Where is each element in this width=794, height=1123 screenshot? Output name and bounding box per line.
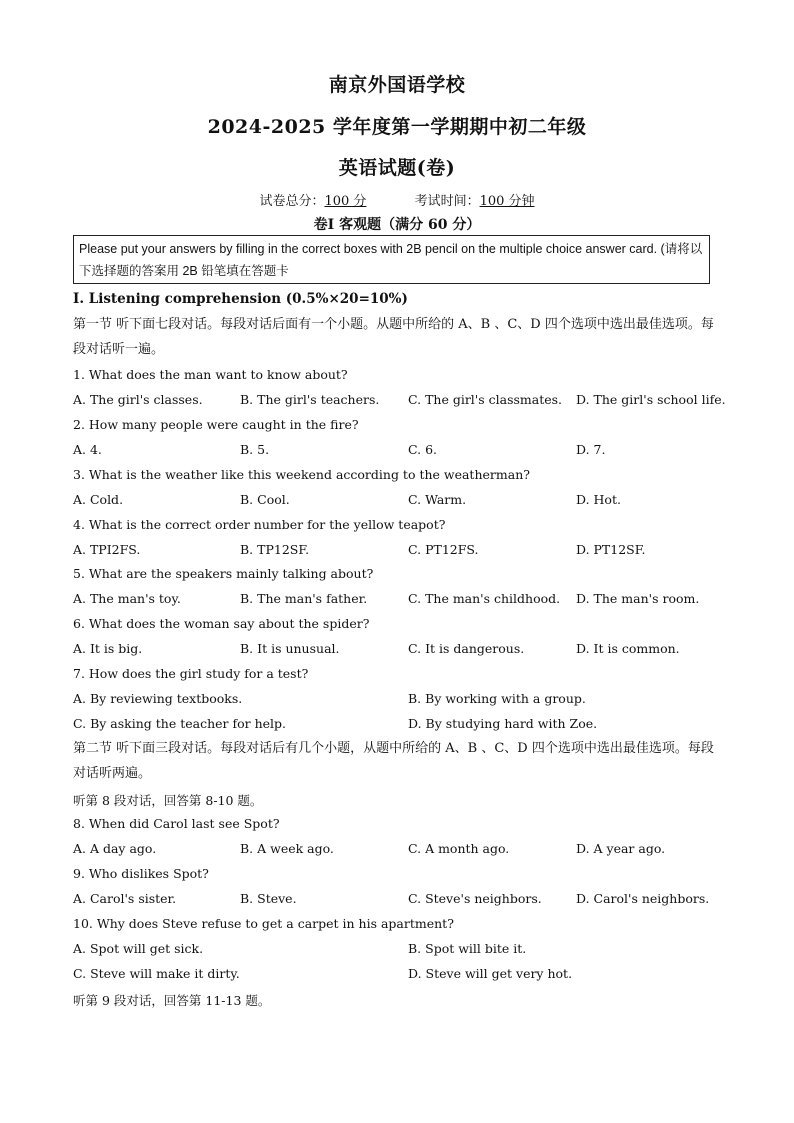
- total-score: [259, 190, 366, 209]
- volume-heading: 卷Ⅰ 客观题（满分 60 分）: [313, 217, 481, 233]
- q5-option-d: D. The man's room.: [576, 591, 700, 606]
- q5-option-c: C. The man's childhood.: [408, 591, 561, 606]
- q9-option-c: C. Steve's neighbors.: [408, 891, 542, 906]
- q5-option-a: A. The man's toy.: [73, 591, 181, 606]
- q4-option-d: D. PT12SF.: [576, 542, 646, 557]
- q10-option-b: B. Spot will bite it.: [408, 941, 527, 956]
- q4-option-a: A. TPI2FS.: [73, 542, 141, 557]
- q9-option-a: A. Carol's sister.: [73, 891, 177, 906]
- dialog8-instruction: 听第 8 段对话，回答第 8-10 题。: [73, 793, 263, 808]
- score-value: 100 分: [324, 194, 367, 209]
- q3-option-d: D. Hot.: [576, 492, 621, 507]
- question-9: 9. Who dislikes Spot?: [73, 866, 209, 881]
- q7-option-c: C. By asking the teacher for help.: [73, 716, 286, 731]
- q10-option-a: A. Spot will get sick.: [73, 941, 204, 956]
- exam-time: [415, 190, 535, 209]
- q10-option-c: C. Steve will make it dirty.: [73, 966, 240, 981]
- q3-option-b: B. Cool.: [240, 492, 290, 507]
- exam-meta: [0, 190, 794, 209]
- q6-option-c: C. It is dangerous.: [408, 641, 525, 656]
- q3-option-a: A. Cold.: [73, 492, 124, 507]
- q6-option-b: B. It is unusual.: [240, 641, 340, 656]
- q7-option-b: B. By working with a group.: [408, 691, 586, 706]
- q2-option-c: C. 6.: [408, 442, 437, 457]
- q9-option-b: B. Steve.: [240, 891, 297, 906]
- score-label: 试卷总分：: [259, 194, 325, 209]
- q1-option-d: D. The girl's school life.: [576, 392, 726, 407]
- q6-option-d: D. It is common.: [576, 641, 680, 656]
- q6-option-a: A. It is big.: [73, 641, 143, 656]
- q2-option-d: D. 7.: [576, 442, 606, 457]
- q10-option-d: D. Steve will get very hot.: [408, 966, 573, 981]
- q1-option-a: A. The girl's classes.: [73, 392, 203, 407]
- question-7: 7. How does the girl study for a test?: [73, 666, 309, 681]
- q4-option-c: C. PT12FS.: [408, 542, 479, 557]
- question-3: 3. What is the weather like this weekend according to the weatherman?: [73, 467, 530, 482]
- q8-option-a: A. A day ago.: [73, 841, 157, 856]
- dialog9-instruction: 听第 9 段对话，回答第 11-13 题。: [73, 993, 271, 1008]
- time-label: 考试时间：: [414, 194, 480, 209]
- question-8: 8. When did Carol last see Spot?: [73, 816, 280, 831]
- q8-option-d: D. A year ago.: [576, 841, 666, 856]
- q1-option-c: C. The girl's classmates.: [408, 392, 563, 407]
- instruction-box: Please put your answers by filling in the correct boxes with 2B pencil on the multiple choice answer card. (请将以下选择题的答案用 2B 铅笔填在答题卡: [73, 235, 710, 284]
- q8-option-c: C. A month ago.: [408, 841, 510, 856]
- section-heading: Ⅰ. Listening comprehension (0.5%×20=10%): [73, 291, 408, 307]
- exam-title: 2024-2025 学年度第一学期期中初二年级: [207, 116, 587, 138]
- subject-title: 英语试题(卷): [338, 157, 456, 179]
- question-4: 4. What is the correct order number for the yellow teapot?: [73, 517, 446, 532]
- q1-option-b: B. The girl's teachers.: [240, 392, 380, 407]
- q3-option-c: C. Warm.: [408, 492, 467, 507]
- q2-option-b: B. 5.: [240, 442, 270, 457]
- question-2: 2. How many people were caught in the fire?: [73, 417, 359, 432]
- q4-option-b: B. TP12SF.: [240, 542, 310, 557]
- q7-option-a: A. By reviewing textbooks.: [73, 691, 243, 706]
- time-value: 100 分钟: [479, 194, 535, 209]
- q8-option-b: B. A week ago.: [240, 841, 334, 856]
- part2-instruction: 第二节 听下面三段对话。每段对话后有几个小题，从题中所给的 A、B 、C、D 四个选项中选出最佳选项。每段对话听两遍。: [73, 741, 714, 781]
- part1-instruction: 第一节 听下面七段对话。每段对话后面有一个小题。从题中所给的 A、B 、C、D 四个选项中选出最佳选项。每段对话听一遍。: [73, 317, 714, 357]
- q2-option-a: A. 4.: [73, 442, 102, 457]
- question-6: 6. What does the woman say about the spider?: [73, 616, 370, 631]
- q9-option-d: D. Carol's neighbors.: [576, 891, 710, 906]
- school-name: 南京外国语学校: [328, 74, 466, 96]
- q7-option-d: D. By studying hard with Zoe.: [408, 716, 598, 731]
- question-10: 10. Why does Steve refuse to get a carpet in his apartment?: [73, 916, 454, 931]
- question-1: 1. What does the man want to know about?: [73, 367, 348, 382]
- q5-option-b: B. The man's father.: [240, 591, 368, 606]
- question-5: 5. What are the speakers mainly talking about?: [73, 566, 374, 581]
